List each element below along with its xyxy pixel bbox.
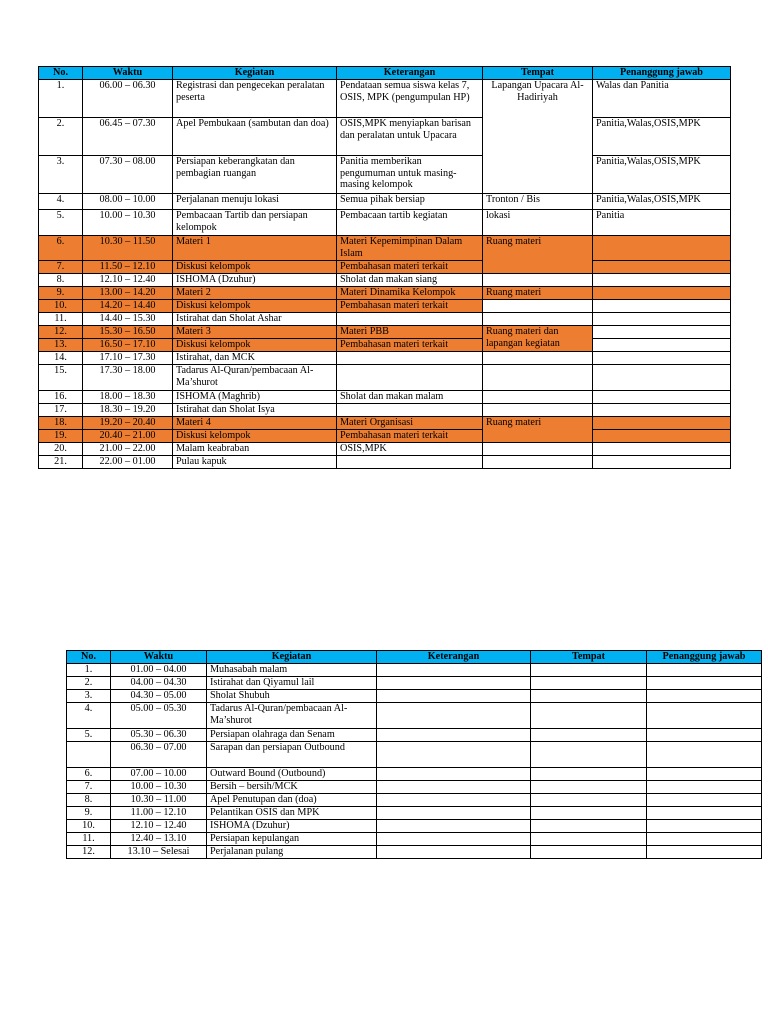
cell-penanggung-jawab <box>647 703 762 729</box>
cell-keterangan <box>377 664 531 677</box>
cell-no <box>67 742 111 768</box>
cell-keterangan: Materi PBB <box>337 326 483 339</box>
cell-no: 12. <box>39 326 83 339</box>
cell-waktu: 12.10 – 12.40 <box>83 274 173 287</box>
cell-kegiatan: Sarapan dan persiapan Outbound <box>207 742 377 768</box>
cell-penanggung-jawab <box>647 768 762 781</box>
table-row <box>39 118 731 156</box>
cell-waktu: 21.00 – 22.00 <box>83 443 173 456</box>
cell-waktu: 04.30 – 05.00 <box>111 690 207 703</box>
cell-kegiatan: Istirahat dan Sholat Ashar <box>173 313 337 326</box>
cell-tempat <box>483 365 593 391</box>
table-row <box>67 846 762 859</box>
cell-penanggung-jawab <box>647 781 762 794</box>
table-row <box>39 443 731 456</box>
header-kegiatan: Kegiatan <box>173 67 337 80</box>
cell-keterangan <box>337 365 483 391</box>
cell-keterangan <box>377 846 531 859</box>
cell-tempat <box>531 768 647 781</box>
cell-penanggung-jawab <box>647 664 762 677</box>
cell-keterangan <box>377 677 531 690</box>
cell-kegiatan: Perjalanan menuju lokasi <box>173 194 337 210</box>
table-row <box>67 664 762 677</box>
cell-keterangan: Sholat dan makan malam <box>337 391 483 404</box>
cell-keterangan: Panitia memberikan pengumuman untuk masing-masing kelompok <box>337 156 483 194</box>
cell-kegiatan: Bersih – bersih/MCK <box>207 781 377 794</box>
cell-no: 1. <box>39 80 83 118</box>
table-row <box>67 781 762 794</box>
cell-kegiatan: Pulau kapuk <box>173 456 337 469</box>
header-penanggung-jawab: Penanggung jawab <box>593 67 731 80</box>
table-row <box>39 313 731 326</box>
cell-no: 20. <box>39 443 83 456</box>
table-row <box>39 236 731 261</box>
header-keterangan: Keterangan <box>337 67 483 80</box>
cell-waktu: 12.40 – 13.10 <box>111 833 207 846</box>
cell-tempat <box>531 794 647 807</box>
cell-kegiatan: Istirahat dan Qiyamul lail <box>207 677 377 690</box>
table-row <box>39 300 731 313</box>
cell-kegiatan: Outward Bound (Outbound) <box>207 768 377 781</box>
cell-penanggung-jawab <box>593 339 731 352</box>
cell-waktu: 06.45 – 07.30 <box>83 118 173 156</box>
header-waktu: Waktu <box>111 651 207 664</box>
cell-kegiatan: Sholat Shubuh <box>207 690 377 703</box>
schedule-table-day-2 <box>66 650 762 859</box>
header-waktu: Waktu <box>83 67 173 80</box>
table-row <box>39 274 731 287</box>
cell-tempat <box>531 703 647 729</box>
header-penanggung-jawab: Penanggung jawab <box>647 651 762 664</box>
cell-penanggung-jawab <box>647 729 762 742</box>
table-row <box>39 391 731 404</box>
cell-no: 5. <box>67 729 111 742</box>
cell-penanggung-jawab <box>647 794 762 807</box>
cell-keterangan: OSIS,MPK menyiapkan barisan dan peralatan untuk Upacara <box>337 118 483 156</box>
cell-penanggung-jawab <box>593 391 731 404</box>
cell-keterangan: Sholat dan makan siang <box>337 274 483 287</box>
cell-waktu: 17.30 – 18.00 <box>83 365 173 391</box>
cell-waktu: 01.00 – 04.00 <box>111 664 207 677</box>
cell-kegiatan: Apel Penutupan dan (doa) <box>207 794 377 807</box>
cell-tempat <box>483 443 593 456</box>
cell-no: 3. <box>39 156 83 194</box>
cell-waktu: 13.00 – 14.20 <box>83 287 173 300</box>
cell-tempat <box>531 846 647 859</box>
cell-tempat: Tronton / Bis <box>483 194 593 210</box>
cell-tempat: lokasi <box>483 210 593 236</box>
table-row <box>67 677 762 690</box>
cell-tempat <box>531 690 647 703</box>
cell-kegiatan: Persiapan olahraga dan Senam <box>207 729 377 742</box>
table-row <box>39 417 731 430</box>
cell-penanggung-jawab <box>593 404 731 417</box>
cell-penanggung-jawab <box>593 443 731 456</box>
cell-keterangan <box>337 404 483 417</box>
cell-tempat <box>531 781 647 794</box>
cell-keterangan <box>377 833 531 846</box>
cell-tempat <box>531 677 647 690</box>
cell-keterangan: Materi Dinamika Kelompok <box>337 287 483 300</box>
cell-kegiatan: Pelantikan OSIS dan MPK <box>207 807 377 820</box>
cell-kegiatan: ISHOMA (Maghrib) <box>173 391 337 404</box>
cell-penanggung-jawab <box>647 742 762 768</box>
cell-penanggung-jawab: Panitia,Walas,OSIS,MPK <box>593 194 731 210</box>
cell-waktu: 12.10 – 12.40 <box>111 820 207 833</box>
cell-no: 16. <box>39 391 83 404</box>
cell-waktu: 19.20 – 20.40 <box>83 417 173 430</box>
cell-waktu: 08.00 – 10.00 <box>83 194 173 210</box>
cell-waktu: 18.00 – 18.30 <box>83 391 173 404</box>
cell-waktu: 10.00 – 10.30 <box>83 210 173 236</box>
cell-kegiatan: Materi 1 <box>173 236 337 261</box>
cell-no: 9. <box>67 807 111 820</box>
table-row <box>39 261 731 274</box>
cell-keterangan <box>377 742 531 768</box>
cell-keterangan <box>377 794 531 807</box>
table-row <box>39 210 731 236</box>
cell-penanggung-jawab <box>593 313 731 326</box>
cell-waktu: 11.00 – 12.10 <box>111 807 207 820</box>
cell-keterangan: Materi Organisasi <box>337 417 483 430</box>
cell-keterangan: Pembacaan tartib kegiatan <box>337 210 483 236</box>
table-row <box>39 156 731 194</box>
table-header-row <box>39 67 731 80</box>
cell-tempat <box>531 833 647 846</box>
cell-penanggung-jawab <box>647 820 762 833</box>
cell-penanggung-jawab <box>647 833 762 846</box>
cell-no: 2. <box>39 118 83 156</box>
cell-tempat <box>531 820 647 833</box>
cell-keterangan <box>377 690 531 703</box>
cell-penanggung-jawab: Walas dan Panitia <box>593 80 731 118</box>
cell-kegiatan: ISHOMA (Dzuhur) <box>173 274 337 287</box>
cell-tempat <box>483 456 593 469</box>
cell-kegiatan: Muhasabah malam <box>207 664 377 677</box>
cell-penanggung-jawab <box>593 287 731 300</box>
cell-kegiatan: Persiapan kepulangan <box>207 833 377 846</box>
cell-kegiatan: Perjalanan pulang <box>207 846 377 859</box>
cell-penanggung-jawab <box>647 807 762 820</box>
cell-tempat <box>531 729 647 742</box>
cell-no: 21. <box>39 456 83 469</box>
cell-tempat <box>483 352 593 365</box>
table-row <box>39 352 731 365</box>
cell-keterangan <box>337 456 483 469</box>
cell-no: 8. <box>67 794 111 807</box>
cell-waktu: 14.20 – 14.40 <box>83 300 173 313</box>
cell-waktu: 15.30 – 16.50 <box>83 326 173 339</box>
table-row <box>39 80 731 118</box>
cell-keterangan <box>377 768 531 781</box>
cell-no: 4. <box>39 194 83 210</box>
cell-tempat <box>483 391 593 404</box>
cell-penanggung-jawab: Panitia,Walas,OSIS,MPK <box>593 156 731 194</box>
cell-penanggung-jawab <box>647 846 762 859</box>
table-row <box>67 742 762 768</box>
cell-penanggung-jawab <box>593 261 731 274</box>
cell-kegiatan: Diskusi kelompok <box>173 261 337 274</box>
header-no: No. <box>39 67 83 80</box>
cell-penanggung-jawab: Panitia <box>593 210 731 236</box>
cell-no: 15. <box>39 365 83 391</box>
cell-waktu: 13.10 – Selesai <box>111 846 207 859</box>
table-row <box>39 194 731 210</box>
cell-waktu: 06.30 – 07.00 <box>111 742 207 768</box>
cell-waktu: 16.50 – 17.10 <box>83 339 173 352</box>
cell-no: 13. <box>39 339 83 352</box>
cell-tempat <box>531 742 647 768</box>
cell-waktu: 06.00 – 06.30 <box>83 80 173 118</box>
cell-waktu: 10.30 – 11.00 <box>111 794 207 807</box>
cell-keterangan <box>377 729 531 742</box>
table-row <box>67 703 762 729</box>
cell-tempat <box>483 274 593 287</box>
cell-penanggung-jawab <box>647 677 762 690</box>
cell-waktu: 17.10 – 17.30 <box>83 352 173 365</box>
cell-no: 6. <box>39 236 83 261</box>
cell-penanggung-jawab <box>647 690 762 703</box>
table-row <box>39 456 731 469</box>
cell-waktu: 18.30 – 19.20 <box>83 404 173 417</box>
cell-kegiatan: Pembacaan Tartib dan persiapan kelompok <box>173 210 337 236</box>
cell-tempat <box>483 300 593 313</box>
cell-tempat <box>531 664 647 677</box>
cell-no: 3. <box>67 690 111 703</box>
cell-keterangan: Pembahasan materi terkait <box>337 300 483 313</box>
cell-no: 14. <box>39 352 83 365</box>
cell-no: 5. <box>39 210 83 236</box>
header-tempat: Tempat <box>531 651 647 664</box>
cell-keterangan <box>337 352 483 365</box>
cell-kegiatan: Malam keabraban <box>173 443 337 456</box>
cell-waktu: 05.00 – 05.30 <box>111 703 207 729</box>
header-tempat: Tempat <box>483 67 593 80</box>
table-row <box>39 326 731 339</box>
cell-penanggung-jawab <box>593 430 731 443</box>
cell-waktu: 04.00 – 04.30 <box>111 677 207 690</box>
table-header-row <box>67 651 762 664</box>
cell-keterangan <box>377 807 531 820</box>
cell-penanggung-jawab <box>593 236 731 261</box>
cell-keterangan: Pembahasan materi terkait <box>337 339 483 352</box>
cell-no: 10. <box>39 300 83 313</box>
cell-kegiatan: Diskusi kelompok <box>173 339 337 352</box>
cell-tempat: Ruang materi dan lapangan kegiatan <box>483 326 593 352</box>
cell-keterangan: Pendataan semua siswa kelas 7, OSIS, MPK (pengumpulan HP) <box>337 80 483 118</box>
table-row <box>67 690 762 703</box>
cell-no: 6. <box>67 768 111 781</box>
table-row <box>39 365 731 391</box>
cell-tempat: Ruang materi <box>483 287 593 300</box>
cell-penanggung-jawab <box>593 456 731 469</box>
cell-kegiatan: ISHOMA (Dzuhur) <box>207 820 377 833</box>
cell-tempat <box>531 807 647 820</box>
table-row <box>67 794 762 807</box>
cell-penanggung-jawab <box>593 417 731 430</box>
cell-no: 4. <box>67 703 111 729</box>
cell-no: 19. <box>39 430 83 443</box>
cell-kegiatan: Materi 4 <box>173 417 337 430</box>
cell-penanggung-jawab <box>593 365 731 391</box>
table-row <box>39 404 731 417</box>
cell-no: 11. <box>39 313 83 326</box>
cell-no: 7. <box>39 261 83 274</box>
table-row <box>67 833 762 846</box>
cell-kegiatan: Registrasi dan pengecekan peralatan peserta <box>173 80 337 118</box>
cell-waktu: 10.30 – 11.50 <box>83 236 173 261</box>
header-keterangan: Keterangan <box>377 651 531 664</box>
cell-kegiatan: Materi 2 <box>173 287 337 300</box>
header-no: No. <box>67 651 111 664</box>
cell-waktu: 14.40 – 15.30 <box>83 313 173 326</box>
cell-waktu: 07.30 – 08.00 <box>83 156 173 194</box>
cell-kegiatan: Tadarus Al-Quran/pembacaan Al-Ma’shurot <box>207 703 377 729</box>
cell-no: 17. <box>39 404 83 417</box>
cell-penanggung-jawab <box>593 274 731 287</box>
cell-no: 2. <box>67 677 111 690</box>
table-row <box>67 729 762 742</box>
cell-waktu: 22.00 – 01.00 <box>83 456 173 469</box>
cell-keterangan: Pembahasan materi terkait <box>337 430 483 443</box>
cell-no: 11. <box>67 833 111 846</box>
cell-penanggung-jawab <box>593 300 731 313</box>
cell-waktu: 05.30 – 06.30 <box>111 729 207 742</box>
cell-kegiatan: Diskusi kelompok <box>173 300 337 313</box>
table-row <box>39 339 731 352</box>
table-row <box>39 430 731 443</box>
cell-waktu: 07.00 – 10.00 <box>111 768 207 781</box>
cell-waktu: 20.40 – 21.00 <box>83 430 173 443</box>
cell-no: 1. <box>67 664 111 677</box>
cell-tempat <box>483 313 593 326</box>
cell-kegiatan: Diskusi kelompok <box>173 430 337 443</box>
cell-penanggung-jawab <box>593 326 731 339</box>
table-row <box>67 807 762 820</box>
cell-no: 9. <box>39 287 83 300</box>
cell-waktu: 10.00 – 10.30 <box>111 781 207 794</box>
cell-keterangan: Pembahasan materi terkait <box>337 261 483 274</box>
cell-tempat: Ruang materi <box>483 236 593 274</box>
header-kegiatan: Kegiatan <box>207 651 377 664</box>
cell-no: 8. <box>39 274 83 287</box>
cell-tempat <box>483 404 593 417</box>
cell-waktu: 11.50 – 12.10 <box>83 261 173 274</box>
cell-penanggung-jawab: Panitia,Walas,OSIS,MPK <box>593 118 731 156</box>
cell-no: 18. <box>39 417 83 430</box>
cell-no: 10. <box>67 820 111 833</box>
cell-no: 12. <box>67 846 111 859</box>
cell-keterangan <box>377 820 531 833</box>
cell-kegiatan: Apel Pembukaan (sambutan dan doa) <box>173 118 337 156</box>
cell-keterangan: Materi Kepemimpinan Dalam Islam <box>337 236 483 261</box>
table-row <box>39 287 731 300</box>
cell-keterangan <box>377 703 531 729</box>
cell-kegiatan: Persiapan keberangkatan dan pembagian ruangan <box>173 156 337 194</box>
schedule-table-day-1 <box>38 66 731 469</box>
cell-keterangan <box>337 313 483 326</box>
cell-tempat: Lapangan Upacara Al-Hadiriyah <box>483 80 593 194</box>
cell-kegiatan: Tadarus Al-Quran/pembacaan Al-Ma’shurot <box>173 365 337 391</box>
cell-penanggung-jawab <box>593 352 731 365</box>
cell-kegiatan: Istirahat dan Sholat Isya <box>173 404 337 417</box>
table-row <box>67 768 762 781</box>
cell-tempat: Ruang materi <box>483 417 593 443</box>
cell-kegiatan: Materi 3 <box>173 326 337 339</box>
table-row <box>67 820 762 833</box>
cell-kegiatan: Istirahat, dan MCK <box>173 352 337 365</box>
cell-keterangan: OSIS,MPK <box>337 443 483 456</box>
cell-no: 7. <box>67 781 111 794</box>
cell-keterangan: Semua pihak bersiap <box>337 194 483 210</box>
cell-keterangan <box>377 781 531 794</box>
